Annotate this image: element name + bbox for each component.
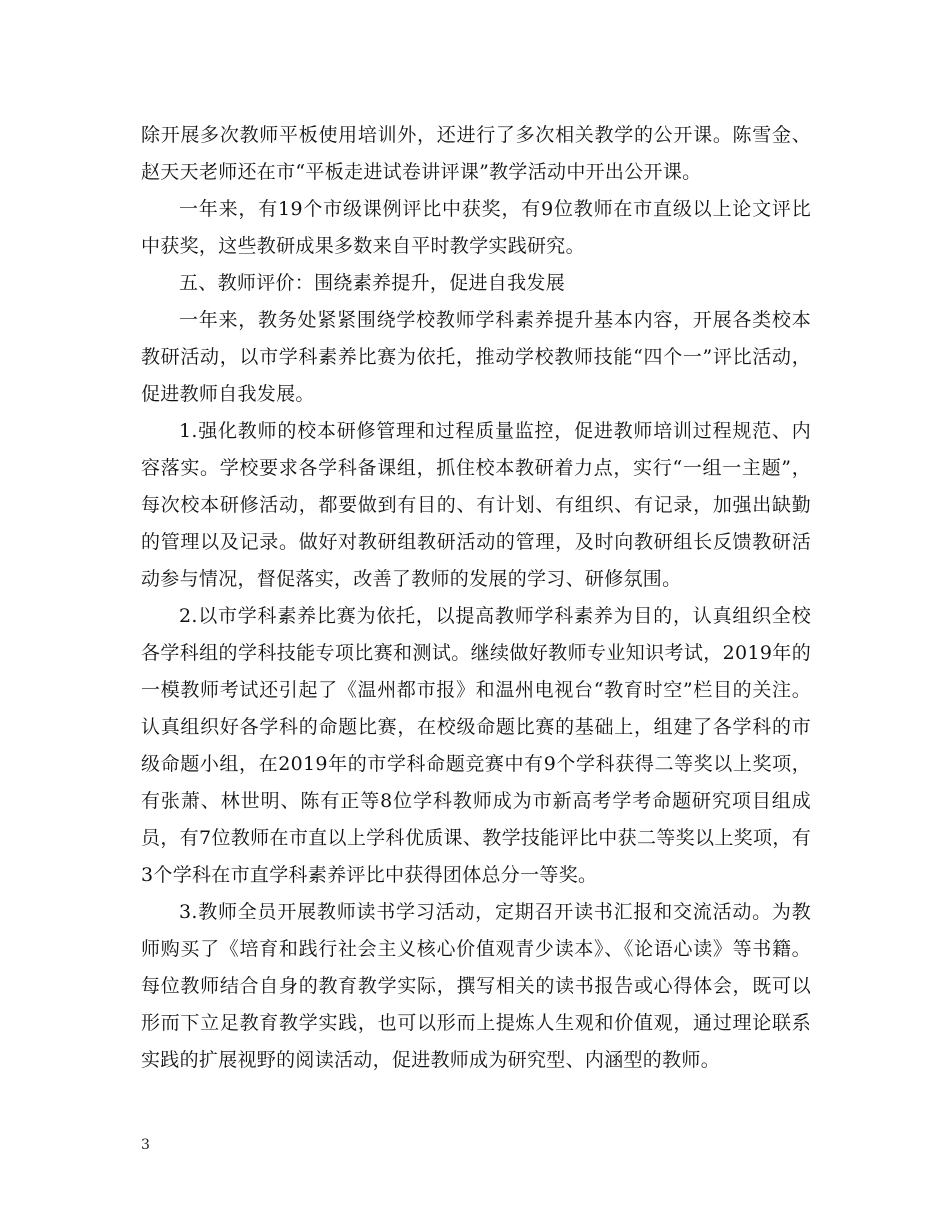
page-number: 3: [141, 1137, 150, 1153]
paragraph-item-1: 1.强化教师的校本研修管理和过程质量监控，促进教师培训过程规范、内容落实。学校要求各学科备课组，抓住校本教研着力点，实行“一组一主题”，每次校本研修活动，都要做到有目的、有计划、有组织、有记录，加强出缺勤的管理以及记录。做好对教研组教研活动的管理，及时向教研组长反馈教研活动参与情况，督促落实，改善了教师的发展的学习、研修氛围。: [141, 420, 811, 590]
paragraph-award-results: 一年来，有19个市级课例评比中获奖，有9位教师在市直级以上论文评比中获奖，这些教研成果多数来自平时教学实践研究。: [141, 198, 811, 257]
paragraph-evaluation-intro: 一年来，教务处紧紧围绕学校教师学科素养提升基本内容，开展各类校本教研活动，以市学科素养比赛为依托，推动学校教师技能“四个一”评比活动，促进教师自我发展。: [141, 309, 811, 405]
paragraph-item-2: 2.以市学科素养比赛为依托，以提高教师学科素养为目的，认真组织全校各学科组的学科技能专项比赛和测试。继续做好教师专业知识考试，2019年的一模教师考试还引起了《温州都市报》和温州电视台“教育时空”栏目的关注。认真组织好各学科的命题比赛，在校级命题比赛的基础上，组建了各学科的市级命题小组，在2019年的市学科命题竞赛中有9个学科获得二等奖以上奖项，有张萧、林世明、陈有正等8位学科教师成为市新高考学考命题研究项目组成员，有7位教师在市直以上学科优质课、教学技能评比中获二等奖以上奖项，有3个学科在市直学科素养评比中获得团体总分一等奖。: [141, 605, 811, 886]
paragraph-item-3: 3.教师全员开展教师读书学习活动，定期召开读书汇报和交流活动。为教师购买了《培育和践行社会主义核心价值观青少读本》、《论语心读》等书籍。每位教师结合自身的教育教学实际，撰写相关的读书报告或心得体会，既可以形而下立足教育教学实践，也可以形而上提炼人生观和价值观，通过理论联系实践的扩展视野的阅读活动，促进教师成为研究型、内涵型的教师。: [141, 901, 811, 1071]
paragraph-continuation: 除开展多次教师平板使用培训外，还进行了多次相关教学的公开课。陈雪金、赵天天老师还在市“平板走进试卷讲评课”教学活动中开出公开课。: [141, 124, 811, 183]
document-body: [141, 117, 811, 1079]
section-heading-teacher-evaluation: 五、教师评价：围绕素养提升，促进自我发展: [179, 272, 566, 294]
